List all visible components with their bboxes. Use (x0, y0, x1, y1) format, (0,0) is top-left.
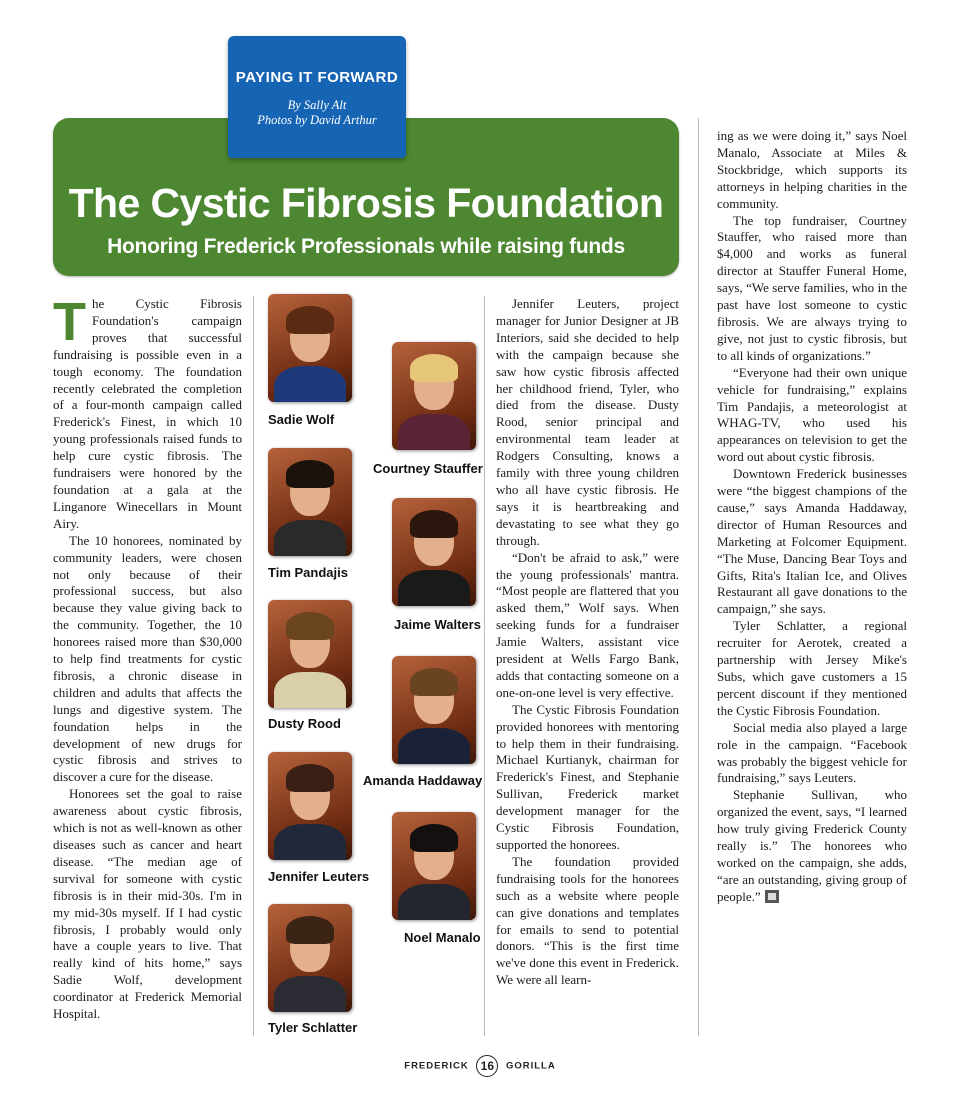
paragraph: Tyler Schlatter, a regional recruiter for Aerotek, created a partnership with Jersey Mike's Subs, which gave customers a 15 percent discount if they mentioned the Cystic Fibrosis Foundation. (717, 618, 907, 718)
drop-cap: T (53, 292, 86, 352)
first-paragraph (53, 292, 242, 533)
photo-caption: Sadie Wolf (268, 412, 335, 427)
photo-caption: Courtney Stauffer (373, 461, 483, 476)
paragraph: Jennifer Leuters, project manager for Junior Designer at JB Interiors, said she decided to help with the campaign because she saw how cystic fibrosis affected her childhood friend, Tyler, who died from the disease. Dusty Rood, senior principal and environmental team leader at Rodgers Consulting, knows a family with three young children who all have cystic fibrosis. He says it is heartbreaking and devastating to see what they go through. (496, 296, 679, 548)
footer-publication-left: FREDERICK (404, 1060, 469, 1072)
article-column-2 (496, 296, 679, 989)
honoree-photo (392, 812, 476, 920)
section-tab (228, 36, 406, 158)
paragraph: Social media also played a large role in the campaign. “Facebook was probably the biggest vehicle for fundraising,” says Leuters. (717, 719, 907, 786)
paragraph: The Cystic Fibrosis Foundation provided honorees with mentoring to help them in their fundraising. Michael Kurtianyk, chairman for Frederick's Finest, and Stephanie Sullivan, Frederick market development manager for the Cystic Fibrosis Foundation, supported the honorees. (496, 701, 679, 852)
photo-caption: Dusty Rood (268, 716, 341, 731)
last-paragraph (717, 787, 907, 905)
photo-caption: Jennifer Leuters (268, 869, 370, 884)
photo-caption: Jaime Walters (394, 617, 481, 632)
honoree-photo (268, 752, 352, 860)
photo-caption: Noel Manalo (404, 930, 481, 945)
footer-publication-right: GORILLA (505, 1060, 556, 1072)
honoree-photo (392, 498, 476, 606)
paragraph: The top fundraiser, Courtney Stauffer, who raised more than $4,000 and works as funeral director at Stauffer Funeral Home, says, “We serve families, who in the past have lost someone to cystic fibrosis. We are always trying to give, not just to cystic fibrosis, but to all kinds of organizations.” (717, 212, 907, 363)
column-divider (484, 296, 485, 1036)
photo-caption: Tim Pandajis (268, 565, 348, 580)
page-number: 16 (476, 1055, 498, 1077)
photo-caption: Tyler Schlatter (268, 1020, 358, 1035)
paragraph: “Everyone had their own unique vehicle for fundraising,” explains Tim Pandajis, a meteorologist at WHAG-TV, who used his appearances on television to get the word out about cystic fibrosis. (717, 364, 907, 465)
paragraph-text: Stephanie Sullivan, who organized the event, says, “I learned how truly giving Frederick County really is.” The honorees who worked on the campaign, she adds, “are an outstanding, giving group of people.” (717, 787, 907, 904)
honoree-photo (392, 656, 476, 764)
subhead: Honoring Frederick Professionals while raising funds (107, 235, 625, 258)
article-column-3 (717, 128, 907, 906)
paragraph: Honorees set the goal to raise awareness about cystic fibrosis, which is not as well-known as other diseases such as cancer and heart disease. “The median age of survival for someone with cystic fibrosis is in their mid-30s. I'm in my mid-30s myself. If I had cystic fibrosis, I probably would only have a couple years to live. That really kind of hits home,” says Sadie Wolf, development coordinator at Frederick Memorial Hospital. (53, 786, 242, 1022)
photo-credit: Photos by David Arthur (257, 113, 377, 127)
end-of-article-icon (765, 890, 779, 903)
column-divider (253, 296, 254, 1036)
paragraph: ing as we were doing it,” says Noel Manalo, Associate at Miles & Stockbridge, which supports its attorneys in helping charities in the community. (717, 128, 907, 211)
honoree-photo (268, 294, 352, 402)
paragraph: “Don't be afraid to ask,” were the young professionals' mantra. “Most people are flattered that you asked them,” Wolf says. When seeking funds for a fundraiser Jamie Walters, assistant vice president at Wells Fargo Bank, adds that contacting someone on a one-on-one level is very effective. (496, 549, 679, 700)
headline: The Cystic Fibrosis Foundation (68, 180, 664, 226)
column-divider (698, 118, 699, 1036)
paragraph-text: he Cystic Fibrosis Foundation's campaign proves that successful fundraising is possible even in a tough economy. The foundation recently celebrated the completion of a four-month campaign called Frederick's Finest, in which 10 young professionals raised funds to help cure cystic fibrosis. The fundraisers were honored by the foundation at a gala at the Linganore Winecellars in Mount Airy. (53, 296, 242, 531)
photo-caption: Amanda Haddaway (363, 773, 483, 788)
honoree-photo (268, 600, 352, 708)
section-label: PAYING IT FORWARD (235, 69, 399, 86)
paragraph: The foundation provided fundraising tools for the honorees such as a website where people can give donations and templates for emails to send to potential donors. “This is the first time we've done this event in Frederick. We were all learn- (496, 853, 679, 988)
paragraph: Downtown Frederick businesses were “the biggest champions of the cause,” says Amanda Haddaway, director of Human Resources and Marketing at Folcomer Equipment. “The Muse, Dancing Bear Toys and Gifts, Rita's Italian Ice, and Olives Restaurant all gave donations to the campaign,” she says. (717, 466, 907, 617)
paragraph: The 10 honorees, nominated by community leaders, were chosen not only because of their professional success, but also because they value giving back to the community. Together, the 10 honorees raised more than $30,000 to help find treatments for cystic fibrosis, a chronic disease in children and adults that affects the lungs and digestive system. The foundation helps in the development of new drugs for cystic fibrosis and strives to discover a cure for the disease. (53, 532, 242, 785)
page-footer (0, 1055, 960, 1077)
byline: By Sally Alt (287, 98, 347, 112)
article-column-1 (53, 292, 242, 1023)
honoree-photo (268, 448, 352, 556)
honoree-photo (268, 904, 352, 1012)
honoree-photo (392, 342, 476, 450)
